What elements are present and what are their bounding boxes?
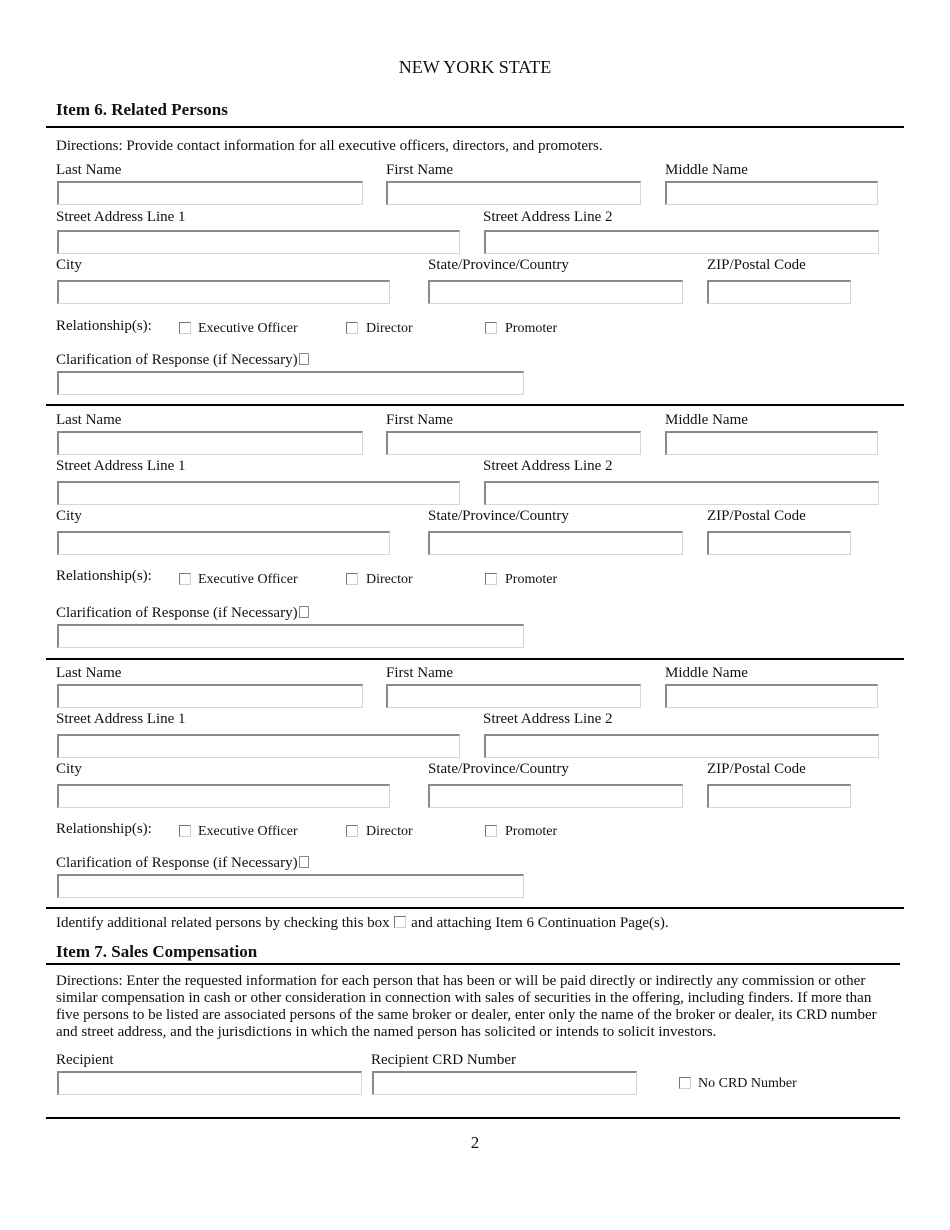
executive-officer-label: Executive Officer [198,321,298,336]
middle-name-field[interactable] [665,181,878,205]
first-name-label: First Name [386,665,454,681]
street2-label: Street Address Line 2 [483,209,613,225]
placeholder-glyph-icon [299,856,309,868]
item6-heading: Item 6. Related Persons [56,100,228,119]
no-crd-label: No CRD Number [698,1076,797,1091]
continuation-line [56,915,669,932]
relationship-label: Relationship(s): [56,821,152,837]
relationship-label: Relationship(s): [56,318,152,334]
related-person-block-3 [0,503,950,903]
continuation-text-before: Identify additional related persons by checking this box [56,915,390,931]
recipient-field[interactable] [57,1071,362,1095]
director-label: Director [366,572,413,587]
street1-field[interactable] [57,734,460,758]
zip-label: ZIP/Postal Code [707,508,806,524]
state-label: State/Province/Country [428,761,569,777]
recipient-label: Recipient [56,1052,114,1068]
city-label: City [56,508,82,524]
promoter-label: Promoter [505,572,558,587]
city-field[interactable] [57,784,390,808]
director-checkbox[interactable] [346,825,358,837]
promoter-label: Promoter [505,824,558,839]
clarification-label: Clarification of Response (if Necessary) [56,352,309,369]
street2-label: Street Address Line 2 [483,711,613,727]
first-name-field[interactable] [386,684,641,708]
continuation-text-after: and attaching Item 6 Continuation Page(s). [411,915,669,931]
first-name-label: First Name [386,162,454,178]
zip-field[interactable] [707,784,851,808]
middle-name-label: Middle Name [665,162,748,178]
person-divider-3 [46,907,904,909]
last-name-label: Last Name [56,665,122,681]
street2-field[interactable] [484,481,879,505]
no-crd-checkbox[interactable] [679,1077,691,1089]
first-name-label: First Name [386,412,454,428]
first-name-field[interactable] [386,181,641,205]
item6-directions: Directions: Provide contact information for all executive officers, directors, and promoters. [56,138,603,154]
street2-field[interactable] [484,734,879,758]
clarification-label: Clarification of Response (if Necessary) [56,605,309,622]
middle-name-field[interactable] [665,431,878,455]
state-label: State/Province/Country [428,257,569,273]
executive-officer-label: Executive Officer [198,824,298,839]
page-number: 2 [470,1133,480,1152]
last-name-field[interactable] [57,431,363,455]
last-name-label: Last Name [56,162,122,178]
middle-name-label: Middle Name [665,665,748,681]
street1-field[interactable] [57,481,460,505]
state-field[interactable] [428,784,683,808]
promoter-label: Promoter [505,321,558,336]
page-title: NEW YORK STATE [398,57,552,77]
zip-label: ZIP/Postal Code [707,257,806,273]
middle-name-label: Middle Name [665,412,748,428]
director-label: Director [366,321,413,336]
last-name-label: Last Name [56,412,122,428]
last-name-field[interactable] [57,684,363,708]
city-label: City [56,257,82,273]
state-label: State/Province/Country [428,508,569,524]
street1-label: Street Address Line 1 [56,711,186,727]
promoter-checkbox[interactable] [485,825,497,837]
bottom-rule [46,1117,900,1119]
recipient-crd-label: Recipient CRD Number [371,1052,516,1068]
middle-name-field[interactable] [665,684,878,708]
clarification-field[interactable] [57,874,524,898]
first-name-field[interactable] [386,431,641,455]
additional-persons-checkbox[interactable] [394,916,406,928]
street1-label: Street Address Line 1 [56,458,186,474]
executive-officer-label: Executive Officer [198,572,298,587]
executive-officer-checkbox[interactable] [179,825,191,837]
city-label: City [56,761,82,777]
zip-label: ZIP/Postal Code [707,761,806,777]
item7-heading: Item 7. Sales Compensation [56,942,258,961]
item7-top-rule [46,963,900,965]
street1-label: Street Address Line 1 [56,209,186,225]
director-label: Director [366,824,413,839]
last-name-field[interactable] [57,181,363,205]
recipient-crd-field[interactable] [372,1071,637,1095]
clarification-label: Clarification of Response (if Necessary) [56,855,309,872]
relationship-label: Relationship(s): [56,568,152,584]
street2-label: Street Address Line 2 [483,458,613,474]
item7-directions: Directions: Enter the requested information for each person that has been or will be paid directly or indirectly any commission or other similar compensation in cash or other consideration in connection with sales of securities in the offering, including finders. If more than five persons to be listed are associated persons of the same broker or dealer, enter only the name of the broker or dealer, its CRD number and street address, and the jurisdictions in which the named person has solicited or intends to solicit investors. [56,973,877,1040]
